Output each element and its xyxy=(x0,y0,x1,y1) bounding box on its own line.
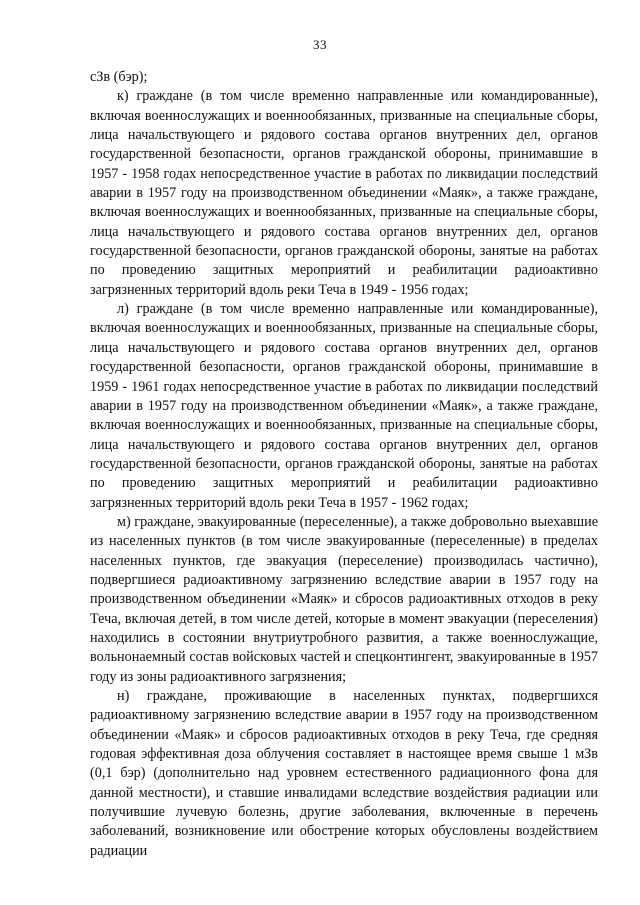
paragraph-item-k: к) граждане (в том числе временно направленные или командированные), включая военнослужащих и военнообязанных, призванные на специальные сборы, лица начальствующего и рядового состава органов внутренних дел, органов государственной безопасности, органов гражданской обороны, принимавшие в 1957 - 1958 годах непосредственное участие в работах по ликвидации последствий аварии в 1957 году на производственном объединении «Маяк», а также граждане, включая военнослужащих и военнообязанных, призванные на специальные сборы, лица начальствующего и рядового состава органов внутренних дел, органов государственной безопасности, органов гражданской обороны, занятые на работах по проведению защитных мероприятий и реабилитации радиоактивно загрязненных территорий вдоль реки Теча в 1949 - 1956 годах; xyxy=(90,88,598,298)
page-number: 33 xyxy=(313,37,327,52)
document-body xyxy=(90,68,598,861)
paragraph-item-m: м) граждане, эвакуированные (переселенные), а также добровольно выехавшие из населенных пунктов (в том числе эвакуированные (переселенные) в пределах населенных пунктов, где эвакуация (переселение) производилась частично), подвергшиеся радиоактивному загрязнению вследствие аварии в 1957 году на производственном объединении «Маяк» и сбросов радиоактивных отходов в реку Теча, включая детей, в том числе детей, которые в момент эвакуации (переселения) находились в состоянии внутриутробного развития, а также военнослужащие, вольнонаемный состав войсковых частей и спецконтингент, эвакуированные в 1957 году из зоны радиоактивного загрязнения; xyxy=(90,513,598,685)
paragraph-continuation: сЗв (бэр); xyxy=(90,69,148,85)
paragraph-item-n: н) граждане, проживающие в населенных пунктах, подвергшихся радиоактивному загрязнению вследствие аварии в 1957 году на производственном объединении «Маяк» и сбросов радиоактивных отходов в реку Теча, где средняя годовая эффективная доза облучения составляет в настоящее время свыше 1 мЗв (0,1 бэр) (дополнительно над уровнем естественного радиационного фона для данной местности), и ставшие инвалидами вследствие воздействия радиации или получившие лучевую болезнь, другие заболевания, включенные в перечень заболеваний, возникновение или обострение которых обусловлены воздействием радиации xyxy=(90,688,598,859)
paragraph-item-l: л) граждане (в том числе временно направленные или командированные), включая военнослужащих и военнообязанных, призванные на специальные сборы, лица начальствующего и рядового состава органов внутренних дел, органов государственной безопасности, органов гражданской обороны, принимавшие в 1959 - 1961 годах непосредственное участие в работах по ликвидации последствий аварии в 1957 году на производственном объединении «Маяк», а также граждане, включая военнослужащих и военнообязанных, призванные на специальные сборы, лица начальствующего и рядового состава органов внутренних дел, органов государственной безопасности, органов гражданской обороны, занятые на работах по проведению защитных мероприятий и реабилитации радиоактивно загрязненных территорий вдоль реки Теча в 1957 - 1962 годах; xyxy=(90,301,598,511)
